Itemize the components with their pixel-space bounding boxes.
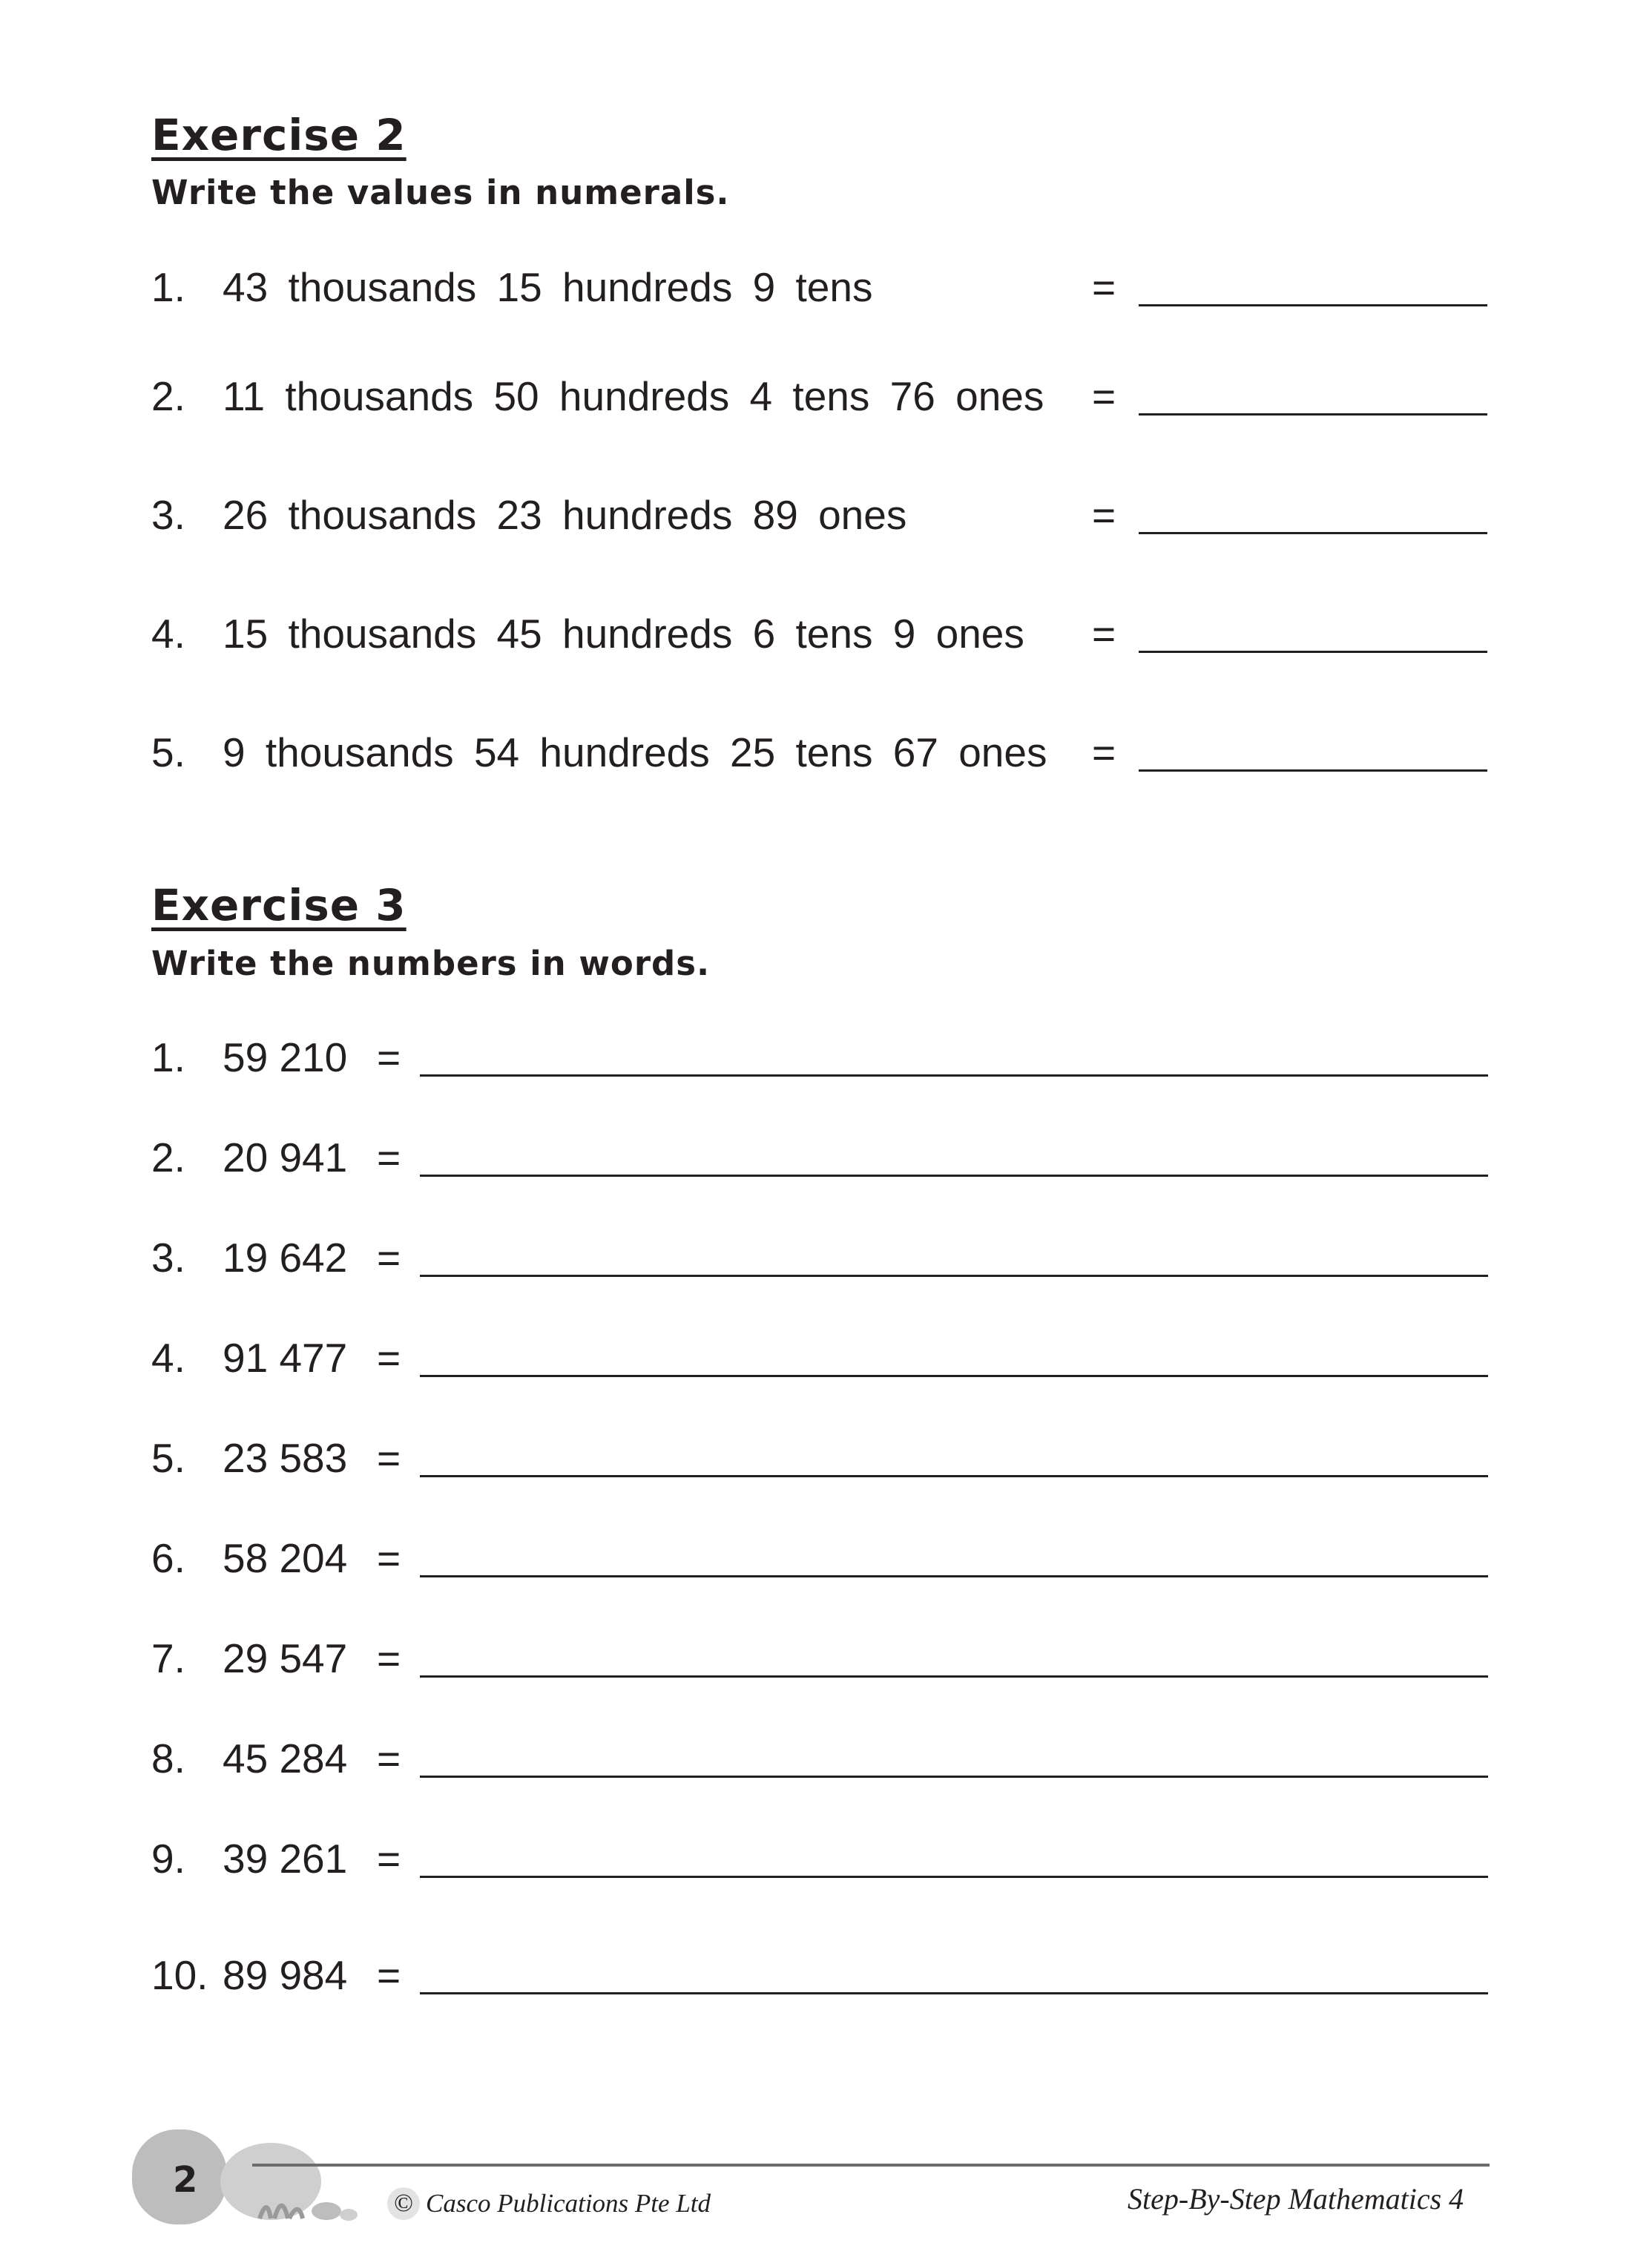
exercise-3-equals-sign: = xyxy=(377,1034,401,1080)
exercise-3-equals-sign: = xyxy=(377,1134,401,1180)
exercise-3-question-number: 6. xyxy=(151,1535,185,1581)
exercise-3-number-value: 91 477 xyxy=(223,1335,348,1381)
exercise-3-question-number: 5. xyxy=(151,1435,185,1481)
exercise-3-question-number: 7. xyxy=(151,1635,185,1681)
footer-rule xyxy=(252,2164,1490,2167)
exercise-3-number-value: 58 204 xyxy=(223,1535,348,1581)
exercise-3-question-number: 1. xyxy=(151,1034,185,1080)
exercise-3-equals-sign: = xyxy=(377,1435,401,1481)
exercise-3-equals-sign: = xyxy=(377,1335,401,1381)
exercise-3-equals-sign: = xyxy=(377,1952,401,1998)
exercise-3-answer-line[interactable] xyxy=(420,1275,1488,1277)
exercise-2-equals-sign: = xyxy=(1092,729,1116,775)
exercise-2-instruction: Write the values in numerals. xyxy=(151,173,730,212)
exercise-3-answer-line[interactable] xyxy=(420,1675,1488,1678)
exercise-3-question-number: 9. xyxy=(151,1836,185,1882)
exercise-3-answer-line[interactable] xyxy=(420,1375,1488,1377)
series-title: Step-By-Step Mathematics 4 xyxy=(1128,2182,1464,2216)
exercise-3-question-number: 2. xyxy=(151,1134,185,1180)
exercise-3-number-value: 45 284 xyxy=(223,1735,348,1781)
exercise-2-equals-sign: = xyxy=(1092,492,1116,538)
exercise-3-number-value: 89 984 xyxy=(223,1952,348,1998)
exercise-2-question-number: 1. xyxy=(151,264,185,310)
page-number: 2 xyxy=(173,2159,198,2201)
exercise-2-question-number: 2. xyxy=(151,373,185,419)
exercise-3-question-number: 10. xyxy=(151,1952,208,1998)
exercise-3-equals-sign: = xyxy=(377,1836,401,1882)
exercise-3-number-value: 59 210 xyxy=(223,1034,348,1080)
exercise-3-number-value: 23 583 xyxy=(223,1435,348,1481)
exercise-3-number-value: 20 941 xyxy=(223,1134,348,1180)
exercise-2-equals-sign: = xyxy=(1092,373,1116,419)
exercise-3-equals-sign: = xyxy=(377,1635,401,1681)
exercise-2-equals-sign: = xyxy=(1092,611,1116,657)
exercise-3-number-value: 29 547 xyxy=(223,1635,348,1681)
exercise-3-equals-sign: = xyxy=(377,1235,401,1281)
exercise-2-title: Exercise 2 xyxy=(151,110,407,160)
exercise-3-question-number: 3. xyxy=(151,1235,185,1281)
exercise-3-number-value: 39 261 xyxy=(223,1836,348,1882)
exercise-3-equals-sign: = xyxy=(377,1735,401,1781)
exercise-2-equals-sign: = xyxy=(1092,264,1116,310)
exercise-3-answer-line[interactable] xyxy=(420,1575,1488,1577)
exercise-2-answer-line[interactable] xyxy=(1139,532,1487,534)
exercise-2-answer-line[interactable] xyxy=(1139,651,1487,653)
exercise-2-question-number: 3. xyxy=(151,492,185,538)
exercise-2-question-text: 43 thousands 15 hundreds 9 tens xyxy=(223,264,873,310)
exercise-2-question-number: 5. xyxy=(151,729,185,775)
exercise-3-instruction: Write the numbers in words. xyxy=(151,944,711,983)
exercise-2-question-text: 9 thousands 54 hundreds 25 tens 67 ones xyxy=(223,729,1047,775)
exercise-2-question-text: 11 thousands 50 hundreds 4 tens 76 ones xyxy=(223,373,1044,419)
exercise-3-answer-line[interactable] xyxy=(420,1992,1488,1994)
publisher-name: Casco Publications Pte Ltd xyxy=(426,2189,711,2218)
exercise-3-answer-line[interactable] xyxy=(420,1175,1488,1177)
exercise-3-equals-sign: = xyxy=(377,1535,401,1581)
exercise-2-answer-line[interactable] xyxy=(1139,769,1487,772)
exercise-2-question-text: 15 thousands 45 hundreds 6 tens 9 ones xyxy=(223,611,1024,657)
exercise-3-question-number: 4. xyxy=(151,1335,185,1381)
exercise-2-answer-line[interactable] xyxy=(1139,413,1487,416)
exercise-2-answer-line[interactable] xyxy=(1139,304,1487,306)
exercise-2-question-number: 4. xyxy=(151,611,185,657)
exercise-3-answer-line[interactable] xyxy=(420,1475,1488,1477)
exercise-3-title: Exercise 3 xyxy=(151,880,407,930)
exercise-3-answer-line[interactable] xyxy=(420,1876,1488,1878)
exercise-3-answer-line[interactable] xyxy=(420,1776,1488,1778)
copyright-icon: © xyxy=(387,2187,420,2220)
exercise-3-question-number: 8. xyxy=(151,1735,185,1781)
exercise-3-number-value: 19 642 xyxy=(223,1235,348,1281)
exercise-2-question-text: 26 thousands 23 hundreds 89 ones xyxy=(223,492,907,538)
exercise-3-answer-line[interactable] xyxy=(420,1074,1488,1077)
